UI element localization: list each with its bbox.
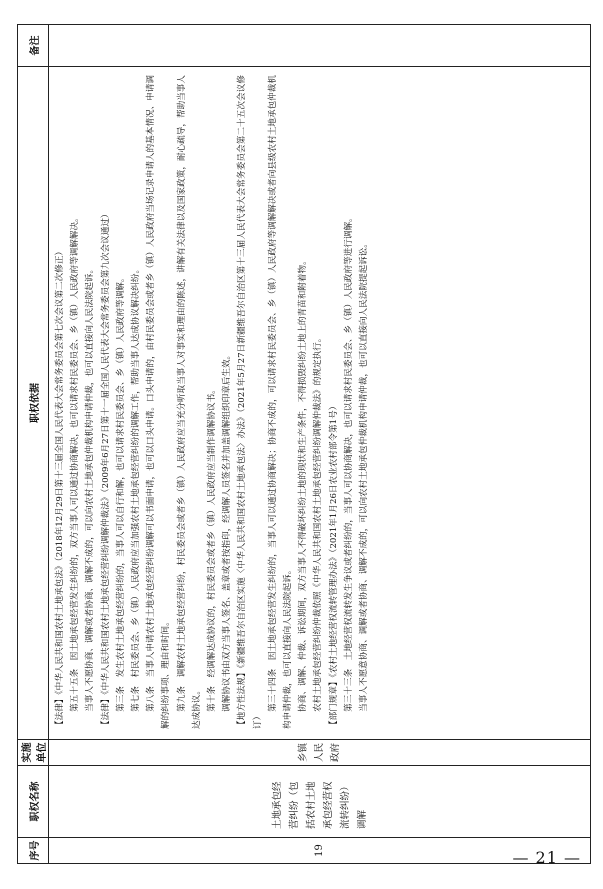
basis-line: 第九条 调解农村土地承包经营纠纷，村民委员会或者乡（镇）人民政府应当充分听取当事人对事实和理由的陈述，讲解有关法律以及国家政策，耐心疏导，帮助当事人达成协议。 (176, 75, 202, 729)
basis-line: 第八条 当事人申请农村土地承包经营纠纷调解可以书面申请，也可以口头申请。口头申请的，由村民委员会或者乡（镇）人民政府当场记录申请人的基本情况、申请调解的纠纷事项、理由和时间。 (146, 75, 172, 729)
basis-line: 农村土地承包经营纠纷仲裁依照《中华人民共和国农村土地承包经营纠纷调解仲裁法》的规定执行。 (313, 333, 324, 712)
table-header-row (18, 25, 49, 864)
basis-line: 当事人不愿协商、调解或者协商、调解不成的，可以向农村土地承包仲裁机构申请仲裁，也可以直接向人民法院起诉。 (85, 264, 96, 712)
header-basis: 职权依据 (18, 67, 49, 740)
implementing-unit: 乡镇人民政府 (49, 740, 591, 766)
basis-line: 第三条 发生农村土地承包经营纠纷的，当事人可以自行和解，也可以请求村民委员会、乡（镇）人民政府等调解。 (115, 273, 126, 712)
note-cell (49, 25, 591, 67)
row-number: 19 (49, 838, 591, 864)
basis-line: 当事人不愿意协商、调解或者协商、调解不成的，可以向农村土地承包仲裁机构申请仲裁，也可以直接向人民法院提起诉讼。 (359, 239, 370, 712)
basis-line: 【法律】《中华人民共和国农村土地承包经营纠纷调解仲裁法》（2009年6月27日第十一届全国人民代表大会常务委员会第九次会议通过） (100, 209, 111, 729)
basis-line: 【地方性法规】《新疆维吾尔自治区实施〈中华人民共和国农村土地承包法〉办法》（2021年5月27日新疆维吾尔自治区第十三届人民代表大会常务委员会第二十五次会议修订） (237, 75, 263, 729)
basis-line: 【法律】《中华人民共和国农村土地承包法》（2018年12月29日第十三届全国人民代表大会常务委员会第七次会议第二次修正） (55, 246, 65, 729)
page-number: — 21 — (512, 848, 581, 867)
basis-line: 第三十四条 因土地承包经营发生纠纷的，当事人可以通过协商解决；协商不成的，可以请求村民委员会、乡（镇）人民政府等调解解决或者向县级农村土地承包仲裁机构申请仲裁，也可以直接向人民法院起诉。 (267, 75, 294, 729)
basis-line: 第三十三条 土地经营权流转发生争议或者纠纷的，当事人可以协商解决，也可以请求村民委员会、乡（镇）人民政府等进行调解。 (343, 213, 354, 712)
basis-line: 【部门规章】《农村土地经营权流转管理办法》（2021年1月26日农业农村部令第1号） (328, 401, 339, 729)
header-name: 职权名称 (18, 766, 49, 838)
header-note: 备注 (18, 25, 49, 67)
basis-line: 调解协议书由双方当事人签名、盖章或者按指印，经调解人员签名并加盖调解组织印章后生效。 (222, 350, 233, 712)
basis-line: 第七条 村民委员会、乡（镇）人民政府应当加强农村土地承包经营纠纷的调解工作，帮助当事人达成协议解决纠纷。 (131, 264, 142, 712)
basis-line: 第十条 经调解达成协议的，村民委员会或者乡（镇）人民政府应当制作调解协议书。 (207, 385, 218, 712)
authority-name: 土地承包经营纠纷（包括农村土地承包经营权流转纠纷）调解 (49, 766, 591, 838)
basis-text (53, 75, 372, 729)
table-row (49, 25, 591, 864)
basis-line: 协商、调解、仲裁、诉讼期间，双方当事人不得破坏纠纷土地的现状和生产条件，不得损毁纠纷土地上的青苗和附着物。 (298, 256, 309, 712)
basis-line: 第五十五条 因土地承包经营发生纠纷的，双方当事人可以通过协商解决，也可以请求村民委员会、乡（镇）人民政府等调解解决。 (70, 213, 81, 712)
authority-basis (49, 67, 591, 740)
authority-table (17, 24, 591, 864)
header-unit: 实施单位 (18, 740, 49, 766)
header-no: 序号 (18, 838, 49, 864)
